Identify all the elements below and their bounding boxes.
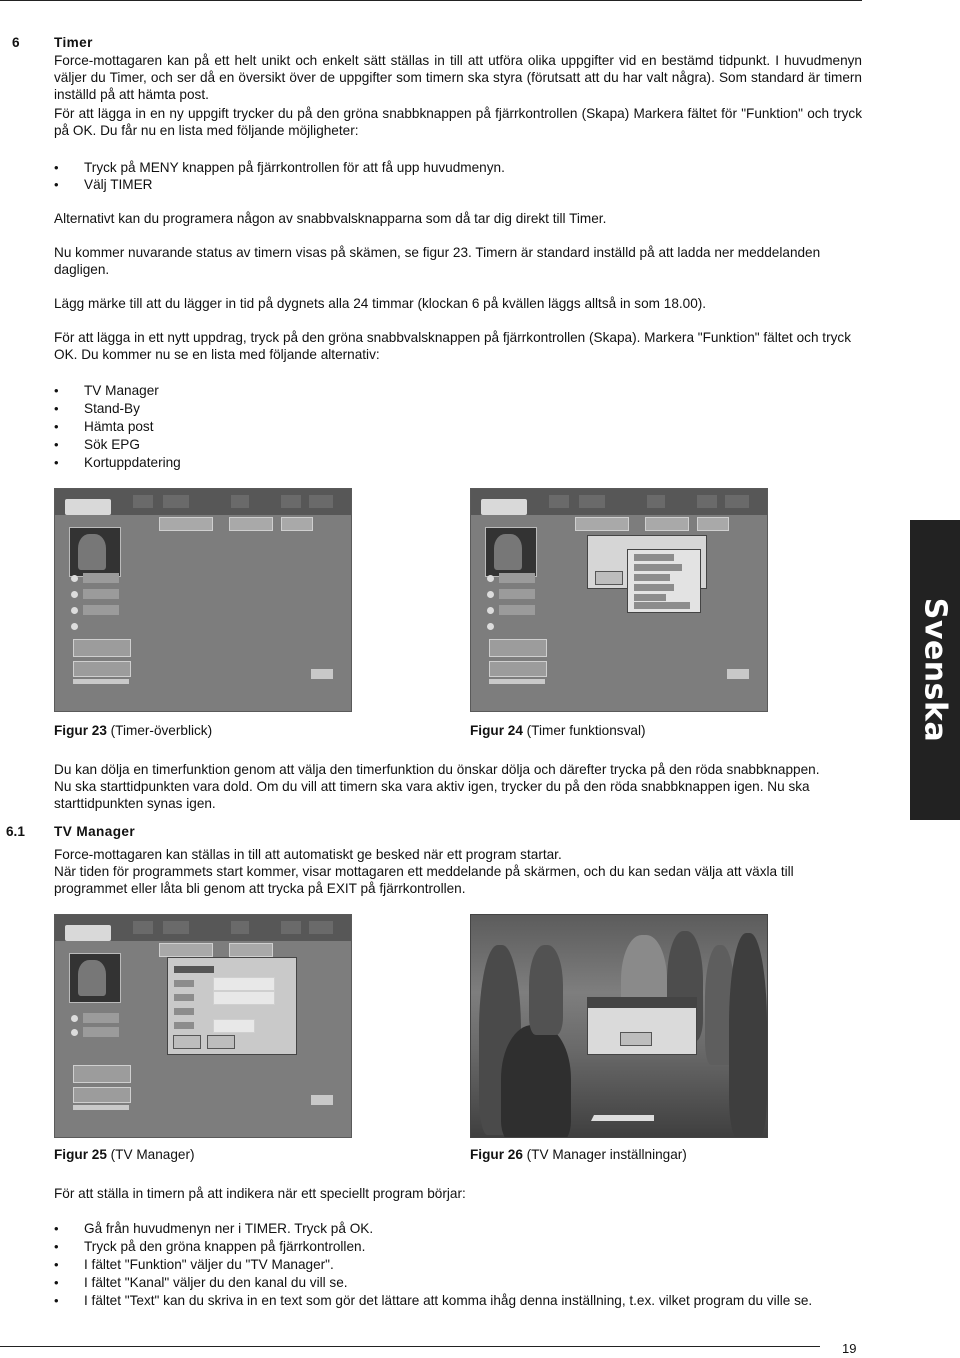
list-item: • Tryck på den gröna knappen på fjärrkontrollen. xyxy=(54,1238,862,1256)
figure-description: (TV Manager) xyxy=(110,1147,195,1162)
figure-number: Figur 25 xyxy=(54,1147,107,1162)
subsection-number: 6.1 xyxy=(6,824,25,839)
list-item: • Hämta post xyxy=(54,418,454,436)
list-item: • I fältet "Funktion" väljer du "TV Manager". xyxy=(54,1256,862,1274)
intro-paragraph-1: Force-mottagaren kan på ett helt unikt och enkelt sätt ställas in till att utföra olika uppgifter vid en bestämd tidpunkt. I huvudmenyn väljer du Timer, och ser då en översikt över de uppgifter som timern ska styra (förutsatt att du har valt några). Som standard är timern inställd på att hämta post. xyxy=(54,53,862,102)
figure-number: Figur 23 xyxy=(54,723,107,738)
list-item: • Kortuppdatering xyxy=(54,454,454,472)
section-title: Timer xyxy=(54,35,93,50)
list-item: • Stand-By xyxy=(54,400,454,418)
figure-24-caption xyxy=(470,722,646,739)
figure-26-caption xyxy=(470,1146,687,1163)
bullet-list-functions xyxy=(54,382,454,472)
figure-number: Figur 24 xyxy=(470,723,523,738)
figure-description: (TV Manager inställningar) xyxy=(526,1147,687,1162)
menorah-emblem xyxy=(591,1065,654,1121)
figure-25-screenshot xyxy=(54,914,352,1138)
paragraph-status: Nu kommer nuvarande status av timern visas på skämen, se figur 23. Timern är standard inställd på att ladda ner meddelanden dagligen. xyxy=(54,245,821,277)
list-item: • Tryck på MENY knappen på fjärrkontrollen för att få upp huvudmenyn. xyxy=(54,159,862,176)
list-item: • Sök EPG xyxy=(54,436,454,454)
section-number: 6 xyxy=(12,35,20,50)
figure-24-screenshot xyxy=(470,488,768,712)
tv-manager-intro: Force-mottagaren kan ställas in till att automatiskt ge besked när ett program startar. När tiden för programmets start kommer, visar mottagaren ett meddelande på skärmen, och du kan sedan välja att växla till programmet eller låta bli genom att trycka på EXIT på fjärrkontrollen. xyxy=(54,847,794,896)
figure-description: (Timer-överblick) xyxy=(110,723,213,738)
function-dropdown xyxy=(627,549,701,613)
bullet-list-menu xyxy=(54,159,862,193)
list-item: • Välj TIMER xyxy=(54,176,862,193)
top-rule xyxy=(0,0,862,1)
brand-logo xyxy=(481,499,527,515)
language-side-tab xyxy=(910,520,960,820)
tv-manager-message xyxy=(587,997,697,1055)
preview-thumbnail xyxy=(69,953,121,1003)
intro-paragraph-2: För att lägga in en ny uppgift trycker du på den gröna snabbknappen på fjärrkontrollen (Skapa) Markera fältet för "Funktion" och tryck på OK. Du får nu en lista med följande möjligheter: xyxy=(54,106,862,138)
figure-26-photo xyxy=(470,914,768,1138)
language-label: Svenska xyxy=(917,597,953,743)
figure-description: (Timer funktionsval) xyxy=(526,723,646,738)
page-number: 19 xyxy=(842,1341,857,1356)
paragraph-24h: Lägg märke till att du lägger in tid på dygnets alla 24 timmar (klockan 6 på kvällen läggs alltså in som 18.00). xyxy=(54,296,707,311)
list-item: • I fältet "Kanal" väljer du den kanal du vill se. xyxy=(54,1274,862,1292)
list-item: • Gå från huvudmenyn ner i TIMER. Tryck på OK. xyxy=(54,1220,862,1238)
figure-23-screenshot xyxy=(54,488,352,712)
paragraph-shortcut: Alternativt kan du programera någon av snabbvalsknapparna som då tar dig direkt till Timer. xyxy=(54,211,607,226)
brand-logo xyxy=(65,925,111,941)
preview-thumbnail xyxy=(69,527,121,577)
list-item: • I fältet "Text" kan du skriva in en text som gör det lättare att komma ihåg denna inställning, t.ex. vilket program du ville se. xyxy=(54,1292,862,1310)
paragraph-hide-timer: Du kan dölja en timerfunktion genom att välja den timerfunktion du önskar dölja och därefter trycka på den röda snabbknappen. Nu ska starttidpunkten vara dold. Om du vill att timern ska vara aktiv igen, trycker du på den röda snabbknappen igen. Nu ska starttidpunkten synas igen. xyxy=(54,762,820,811)
subsection-title: TV Manager xyxy=(54,824,136,839)
preview-thumbnail xyxy=(485,527,537,577)
figure-25-caption xyxy=(54,1146,195,1163)
bottom-rule xyxy=(0,1346,820,1347)
bullet-list-steps xyxy=(54,1220,862,1310)
figure-number: Figur 26 xyxy=(470,1147,523,1162)
tv-manager-lead: För att ställa in timern på att indikera när ett speciellt program börjar: xyxy=(54,1186,466,1201)
paragraph-new-task: För att lägga in ett nytt uppdrag, tryck på den gröna snabbvalsknappen på fjärrkontrollen (Skapa). Markera "Funktion" fältet och tryck OK. Du kommer nu se en lista med följande alternativ: xyxy=(54,330,851,362)
list-item: • TV Manager xyxy=(54,382,454,400)
brand-logo xyxy=(65,499,111,515)
figure-23-caption xyxy=(54,722,212,739)
